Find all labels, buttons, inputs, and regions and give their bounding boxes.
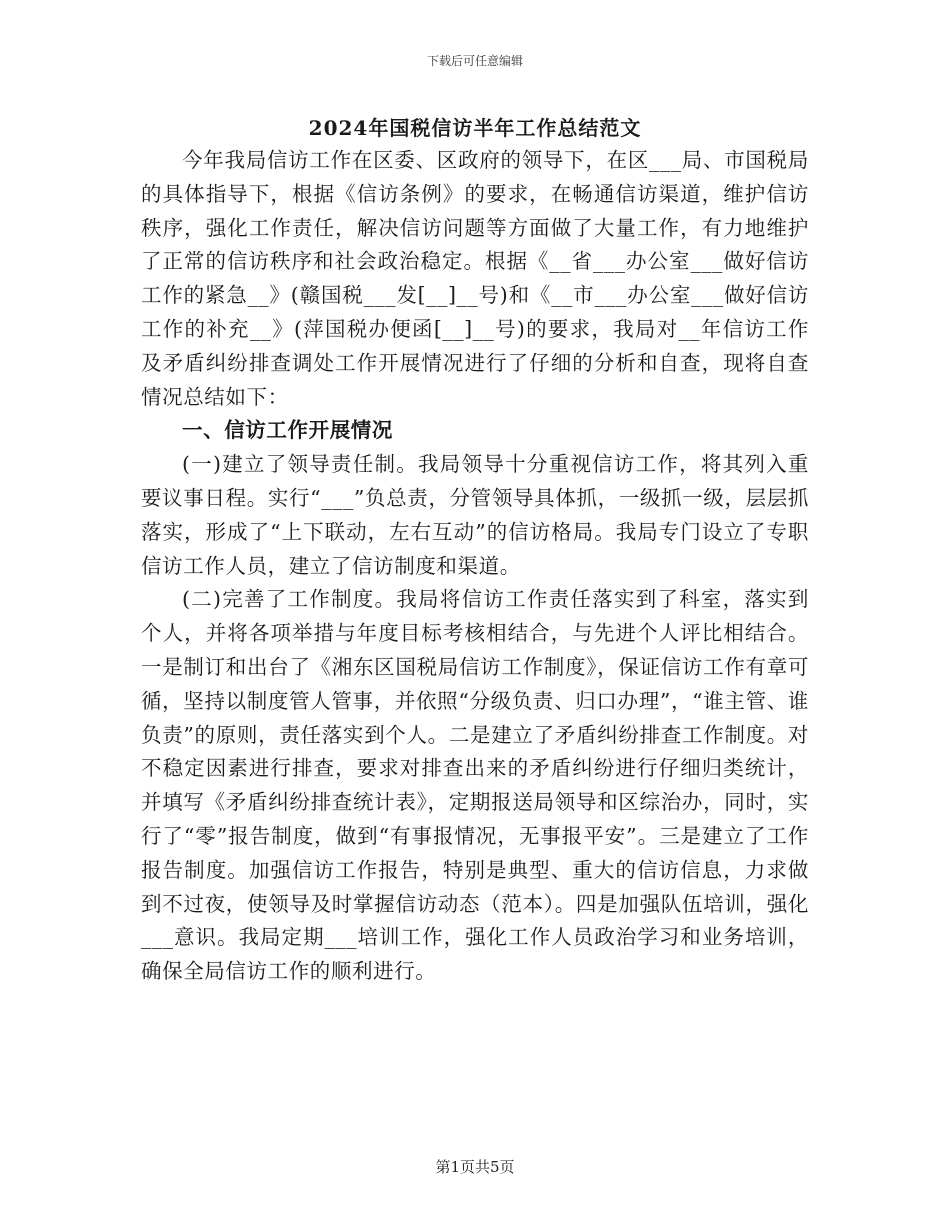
- document-title: 2024年国税信访半年工作总结范文: [308, 116, 642, 140]
- page-number: 第1页共5页: [435, 1158, 515, 1176]
- intro-paragraph: 今年我局信访工作在区委、区政府的领导下，在区___局、市国税局的具体指导下，根据《信访条例》的要求，在畅通信访渠道，维护信访秩序，强化工作责任，解决信访问题等方面做了大量工作，有力地维护了正常的信访秩序和社会政治稳定。根据《__省___办公室___做好信访工作的紧急__》(赣国税___发[__]__号)和《__市___办公室___做好信访工作的补充__》(萍国税办便函[__]__号)的要求，我局对__年信访工作及矛盾纠纷排查调处工作开展情况进行了仔细的分析和自查，现将自查情况总结如下：: [141, 148, 809, 409]
- page-header-note: 下载后可任意编辑: [426, 54, 523, 68]
- section1-paragraph-2: (二)完善了工作制度。我局将信访工作责任落实到了科室，落实到个人，并将各项举措与年度目标考核相结合，与先进个人评比相结合。一是制订和出台了《湘东区国税局信访工作制度》，保证信访工作有章可循，坚持以制度管人管事，并依照“分级负责、归口办理”，“谁主管、谁负责”的原则，责任落实到个人。二是建立了矛盾纠纷排查工作制度。对不稳定因素进行排查，要求对排查出来的矛盾纠纷进行仔细归类统计，并填写《矛盾纠纷排查统计表》，定期报送局领导和区综治办，同时，实行了“零”报告制度，做到“有事报情况，无事报平安”。三是建立了工作报告制度。加强信访工作报告，特别是典型、重大的信访信息，力求做到不过夜，使领导及时掌握信访动态（范本）。四是加强队伍培训，强化___意识。我局定期___培训工作，强化工作人员政治学习和业务培训，确保全局信访工作的顺利进行。: [141, 587, 809, 984]
- section-heading-1: 一、信访工作开展情况: [182, 418, 393, 443]
- section1-paragraph-1: (一)建立了领导责任制。我局领导十分重视信访工作，将其列入重要议事日程。实行“___”负总责，分管领导具体抓，一级抓一级，层层抓落实，形成了“上下联动，左右互动”的信访格局。我局专门设立了专职信访工作人员，建立了信访制度和渠道。: [141, 452, 809, 578]
- document-body: [141, 112, 809, 989]
